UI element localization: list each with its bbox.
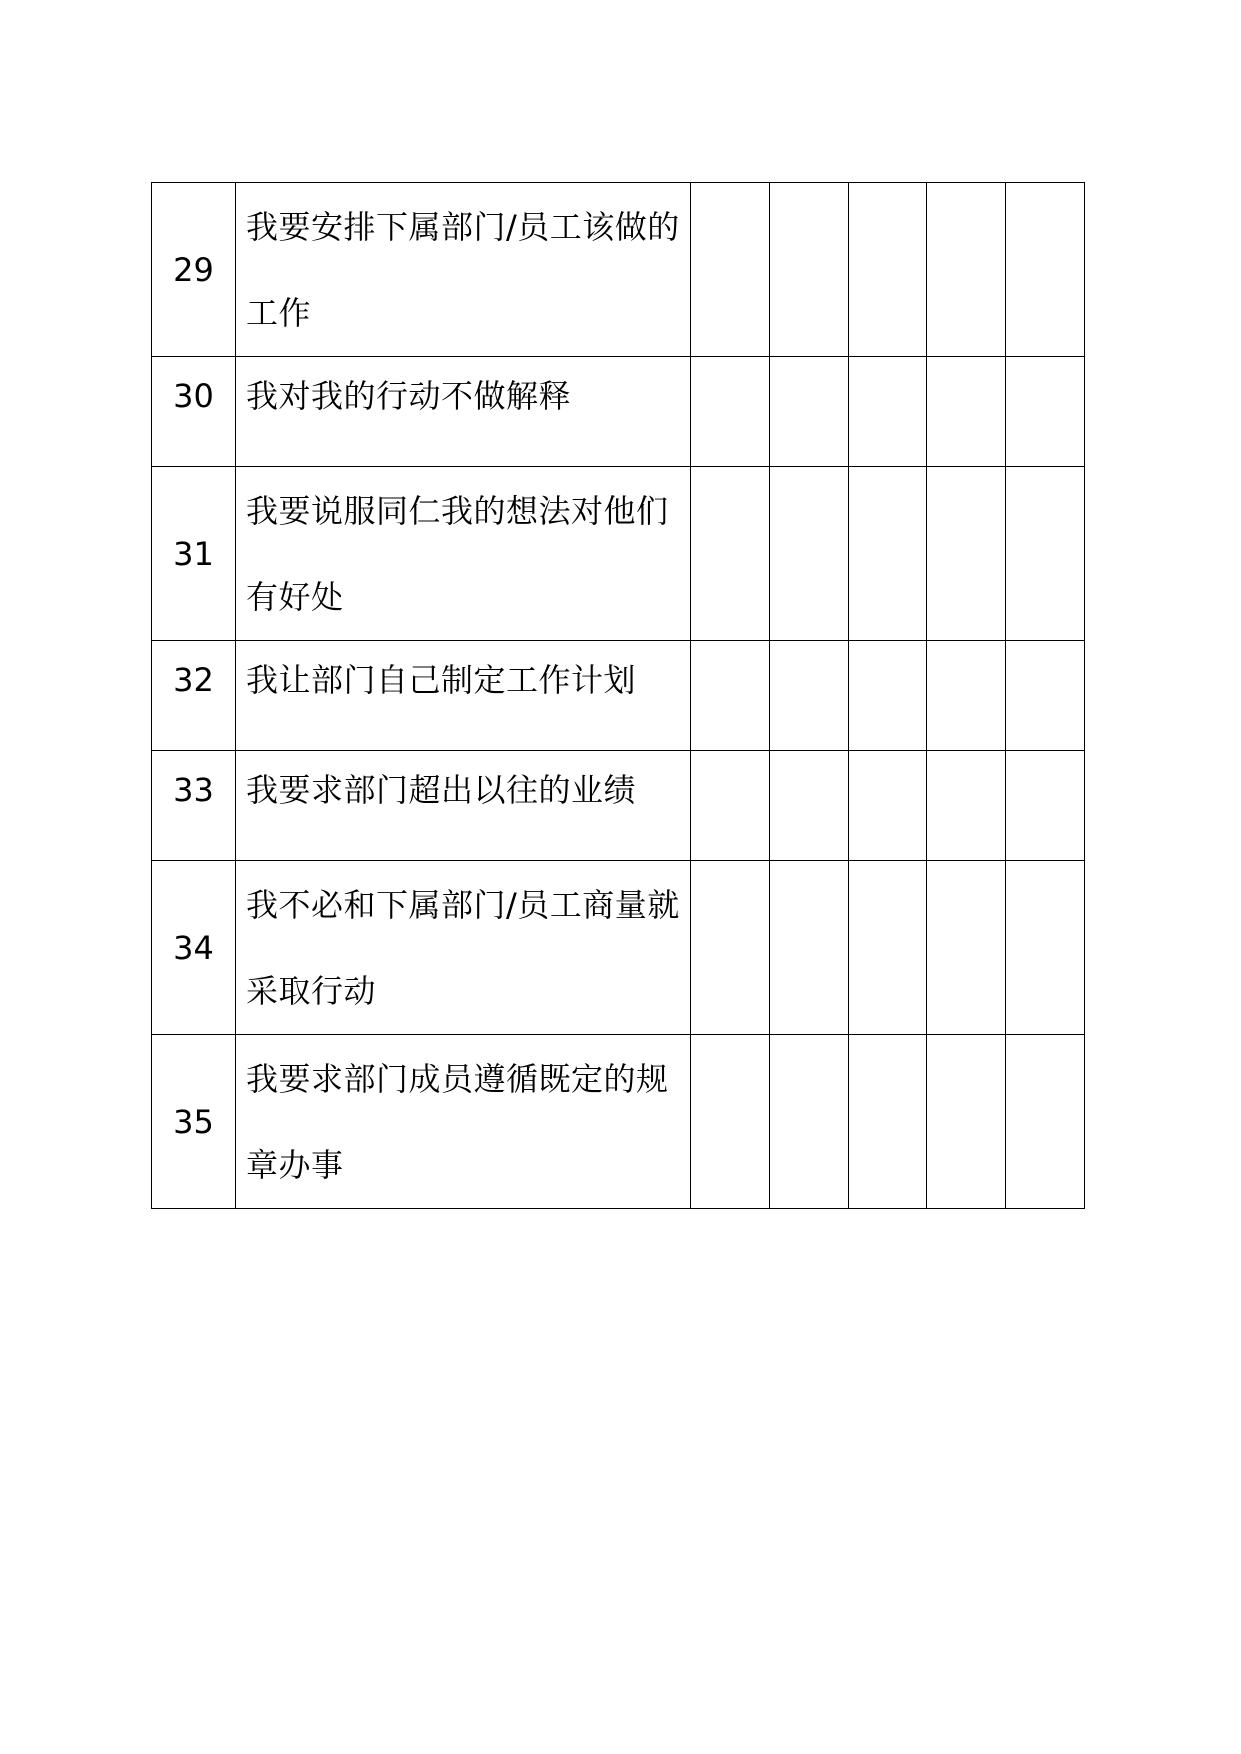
- score-cell-4[interactable]: [927, 183, 1006, 357]
- score-cell-3[interactable]: [848, 183, 927, 357]
- item-number: 34: [152, 861, 236, 1035]
- item-statement: 我让部门自己制定工作计划: [236, 641, 691, 751]
- score-cell-5[interactable]: [1006, 641, 1085, 751]
- score-cell-3[interactable]: [848, 1035, 927, 1209]
- item-number: 32: [152, 641, 236, 751]
- score-cell-5[interactable]: [1006, 751, 1085, 861]
- item-statement: 我对我的行动不做解释: [236, 357, 691, 467]
- score-cell-3[interactable]: [848, 357, 927, 467]
- score-cell-4[interactable]: [927, 1035, 1006, 1209]
- score-cell-3[interactable]: [848, 751, 927, 861]
- item-statement: 我不必和下属部门/员工商量就采取行动: [236, 861, 691, 1035]
- score-cell-4[interactable]: [927, 467, 1006, 641]
- score-cell-5[interactable]: [1006, 357, 1085, 467]
- score-cell-2[interactable]: [769, 861, 848, 1035]
- score-cell-1[interactable]: [691, 1035, 770, 1209]
- score-cell-2[interactable]: [769, 1035, 848, 1209]
- item-statement: 我要安排下属部门/员工该做的工作: [236, 183, 691, 357]
- score-cell-2[interactable]: [769, 467, 848, 641]
- table-row: [152, 467, 1085, 641]
- table-row: [152, 751, 1085, 861]
- table-row: [152, 861, 1085, 1035]
- score-cell-1[interactable]: [691, 751, 770, 861]
- survey-table-body: [152, 183, 1085, 1209]
- score-cell-4[interactable]: [927, 861, 1006, 1035]
- score-cell-4[interactable]: [927, 751, 1006, 861]
- table-row: [152, 641, 1085, 751]
- item-number: 30: [152, 357, 236, 467]
- score-cell-1[interactable]: [691, 357, 770, 467]
- item-number: 31: [152, 467, 236, 641]
- score-cell-1[interactable]: [691, 641, 770, 751]
- item-statement: 我要求部门成员遵循既定的规章办事: [236, 1035, 691, 1209]
- score-cell-5[interactable]: [1006, 183, 1085, 357]
- score-cell-5[interactable]: [1006, 861, 1085, 1035]
- score-cell-3[interactable]: [848, 641, 927, 751]
- score-cell-2[interactable]: [769, 183, 848, 357]
- score-cell-5[interactable]: [1006, 467, 1085, 641]
- table-row: [152, 183, 1085, 357]
- score-cell-3[interactable]: [848, 467, 927, 641]
- item-statement: 我要求部门超出以往的业绩: [236, 751, 691, 861]
- score-cell-3[interactable]: [848, 861, 927, 1035]
- table-row: [152, 357, 1085, 467]
- item-number: 29: [152, 183, 236, 357]
- score-cell-4[interactable]: [927, 641, 1006, 751]
- score-cell-2[interactable]: [769, 751, 848, 861]
- score-cell-5[interactable]: [1006, 1035, 1085, 1209]
- score-cell-2[interactable]: [769, 357, 848, 467]
- survey-table: [151, 182, 1085, 1209]
- table-row: [152, 1035, 1085, 1209]
- score-cell-1[interactable]: [691, 861, 770, 1035]
- item-number: 35: [152, 1035, 236, 1209]
- score-cell-4[interactable]: [927, 357, 1006, 467]
- item-statement: 我要说服同仁我的想法对他们有好处: [236, 467, 691, 641]
- score-cell-2[interactable]: [769, 641, 848, 751]
- score-cell-1[interactable]: [691, 183, 770, 357]
- item-number: 33: [152, 751, 236, 861]
- score-cell-1[interactable]: [691, 467, 770, 641]
